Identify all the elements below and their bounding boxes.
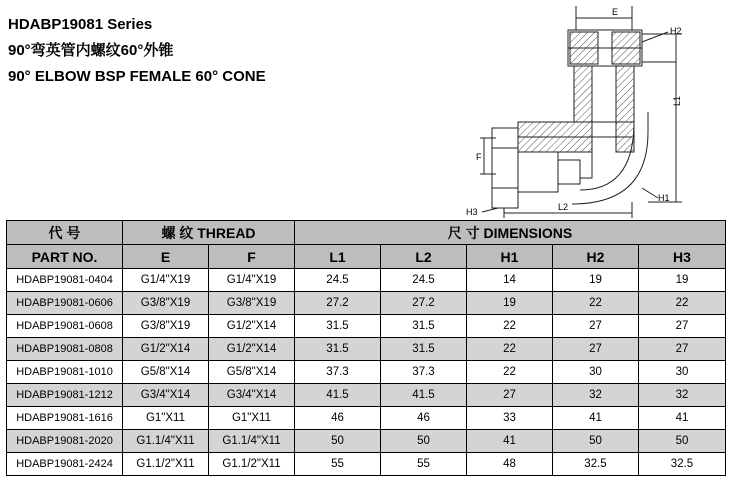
part-number-cell: HDABP19081-0608 bbox=[7, 315, 123, 338]
cell-e: G1.1/4"X11 bbox=[123, 430, 209, 453]
table-row bbox=[7, 430, 726, 453]
col-header-f: F bbox=[209, 245, 295, 269]
col-header-e: E bbox=[123, 245, 209, 269]
cell-l1: 37.3 bbox=[295, 361, 381, 384]
label-h2: H2 bbox=[670, 26, 682, 36]
cell-e: G3/8"X19 bbox=[123, 292, 209, 315]
cell-l1: 31.5 bbox=[295, 315, 381, 338]
label-h1: H1 bbox=[658, 193, 670, 203]
col-header-h2: H2 bbox=[553, 245, 639, 269]
cell-e: G5/8"X14 bbox=[123, 361, 209, 384]
cell-h3: 32.5 bbox=[639, 453, 726, 476]
cell-f: G3/4"X14 bbox=[209, 384, 295, 407]
thread-header: 螺 纹 THREAD bbox=[123, 221, 295, 245]
cell-h1: 22 bbox=[467, 315, 553, 338]
label-l2: L2 bbox=[558, 202, 569, 212]
col-header-l2: L2 bbox=[381, 245, 467, 269]
cell-e: G1/2"X14 bbox=[123, 338, 209, 361]
cell-h3: 41 bbox=[639, 407, 726, 430]
cell-l1: 27.2 bbox=[295, 292, 381, 315]
cell-l2: 27.2 bbox=[381, 292, 467, 315]
series-title: HDABP19081 Series bbox=[8, 16, 153, 33]
cell-h3: 50 bbox=[639, 430, 726, 453]
cell-f: G1/2"X14 bbox=[209, 315, 295, 338]
header-row-2 bbox=[7, 245, 726, 269]
cell-h1: 33 bbox=[467, 407, 553, 430]
label-h3: H3 bbox=[466, 207, 478, 217]
cell-h1: 48 bbox=[467, 453, 553, 476]
elbow-fitting-drawing bbox=[462, 2, 730, 218]
part-number-cell: HDABP19081-0808 bbox=[7, 338, 123, 361]
cell-l2: 31.5 bbox=[381, 315, 467, 338]
dimensions-header: 尺 寸 DIMENSIONS bbox=[295, 221, 726, 245]
cell-h2: 41 bbox=[553, 407, 639, 430]
cell-l1: 50 bbox=[295, 430, 381, 453]
cell-h1: 22 bbox=[467, 361, 553, 384]
table-row bbox=[7, 269, 726, 292]
table-row bbox=[7, 292, 726, 315]
chinese-title: 90°弯英管内螺纹60°外锥 bbox=[8, 42, 174, 59]
part-number-cell: HDABP19081-1616 bbox=[7, 407, 123, 430]
cell-f: G1/2"X14 bbox=[209, 338, 295, 361]
table-row bbox=[7, 407, 726, 430]
label-f: F bbox=[476, 152, 482, 162]
cell-l1: 41.5 bbox=[295, 384, 381, 407]
cell-l1: 31.5 bbox=[295, 338, 381, 361]
label-e: E bbox=[612, 7, 619, 17]
cell-l1: 46 bbox=[295, 407, 381, 430]
part-number-cell: HDABP19081-0404 bbox=[7, 269, 123, 292]
cell-h1: 27 bbox=[467, 384, 553, 407]
cell-h3: 27 bbox=[639, 315, 726, 338]
cell-f: G3/8"X19 bbox=[209, 292, 295, 315]
table-row bbox=[7, 453, 726, 476]
cell-h3: 27 bbox=[639, 338, 726, 361]
cell-f: G1.1/4"X11 bbox=[209, 430, 295, 453]
cell-l2: 41.5 bbox=[381, 384, 467, 407]
cell-f: G1"X11 bbox=[209, 407, 295, 430]
cell-h2: 27 bbox=[553, 338, 639, 361]
cell-h2: 32 bbox=[553, 384, 639, 407]
code-cn-header: 代 号 bbox=[7, 221, 123, 245]
part-number-cell: HDABP19081-2020 bbox=[7, 430, 123, 453]
cell-l1: 24.5 bbox=[295, 269, 381, 292]
cell-e: G1/4"X19 bbox=[123, 269, 209, 292]
dimension-table bbox=[6, 220, 726, 476]
cell-h3: 32 bbox=[639, 384, 726, 407]
header-row-1 bbox=[7, 221, 726, 245]
cell-l2: 46 bbox=[381, 407, 467, 430]
cell-h1: 41 bbox=[467, 430, 553, 453]
part-no-header: PART NO. bbox=[7, 245, 123, 269]
cell-l2: 37.3 bbox=[381, 361, 467, 384]
cell-h1: 14 bbox=[467, 269, 553, 292]
cell-l2: 24.5 bbox=[381, 269, 467, 292]
title-block bbox=[8, 12, 266, 90]
table-row bbox=[7, 315, 726, 338]
cell-h2: 50 bbox=[553, 430, 639, 453]
part-number-cell: HDABP19081-0606 bbox=[7, 292, 123, 315]
table-row bbox=[7, 384, 726, 407]
cell-l1: 55 bbox=[295, 453, 381, 476]
english-title: 90° ELBOW BSP FEMALE 60° CONE bbox=[8, 68, 266, 85]
cell-l2: 50 bbox=[381, 430, 467, 453]
cell-e: G3/8"X19 bbox=[123, 315, 209, 338]
part-number-cell: HDABP19081-2424 bbox=[7, 453, 123, 476]
part-number-cell: HDABP19081-1010 bbox=[7, 361, 123, 384]
col-header-l1: L1 bbox=[295, 245, 381, 269]
label-l1: L1 bbox=[672, 95, 682, 106]
part-number-cell: HDABP19081-1212 bbox=[7, 384, 123, 407]
cell-h2: 32.5 bbox=[553, 453, 639, 476]
col-header-h1: H1 bbox=[467, 245, 553, 269]
cell-h3: 19 bbox=[639, 269, 726, 292]
cell-h2: 22 bbox=[553, 292, 639, 315]
cell-h2: 30 bbox=[553, 361, 639, 384]
cell-h2: 27 bbox=[553, 315, 639, 338]
cell-h3: 22 bbox=[639, 292, 726, 315]
cell-h1: 22 bbox=[467, 338, 553, 361]
cell-h1: 19 bbox=[467, 292, 553, 315]
cell-h3: 30 bbox=[639, 361, 726, 384]
cell-e: G3/4"X14 bbox=[123, 384, 209, 407]
cell-l2: 55 bbox=[381, 453, 467, 476]
cell-f: G1.1/2"X11 bbox=[209, 453, 295, 476]
cell-f: G1/4"X19 bbox=[209, 269, 295, 292]
table-row bbox=[7, 361, 726, 384]
cell-f: G5/8"X14 bbox=[209, 361, 295, 384]
cell-h2: 19 bbox=[553, 269, 639, 292]
table-row bbox=[7, 338, 726, 361]
cell-e: G1.1/2"X11 bbox=[123, 453, 209, 476]
col-header-h3: H3 bbox=[639, 245, 726, 269]
cell-e: G1"X11 bbox=[123, 407, 209, 430]
cell-l2: 31.5 bbox=[381, 338, 467, 361]
